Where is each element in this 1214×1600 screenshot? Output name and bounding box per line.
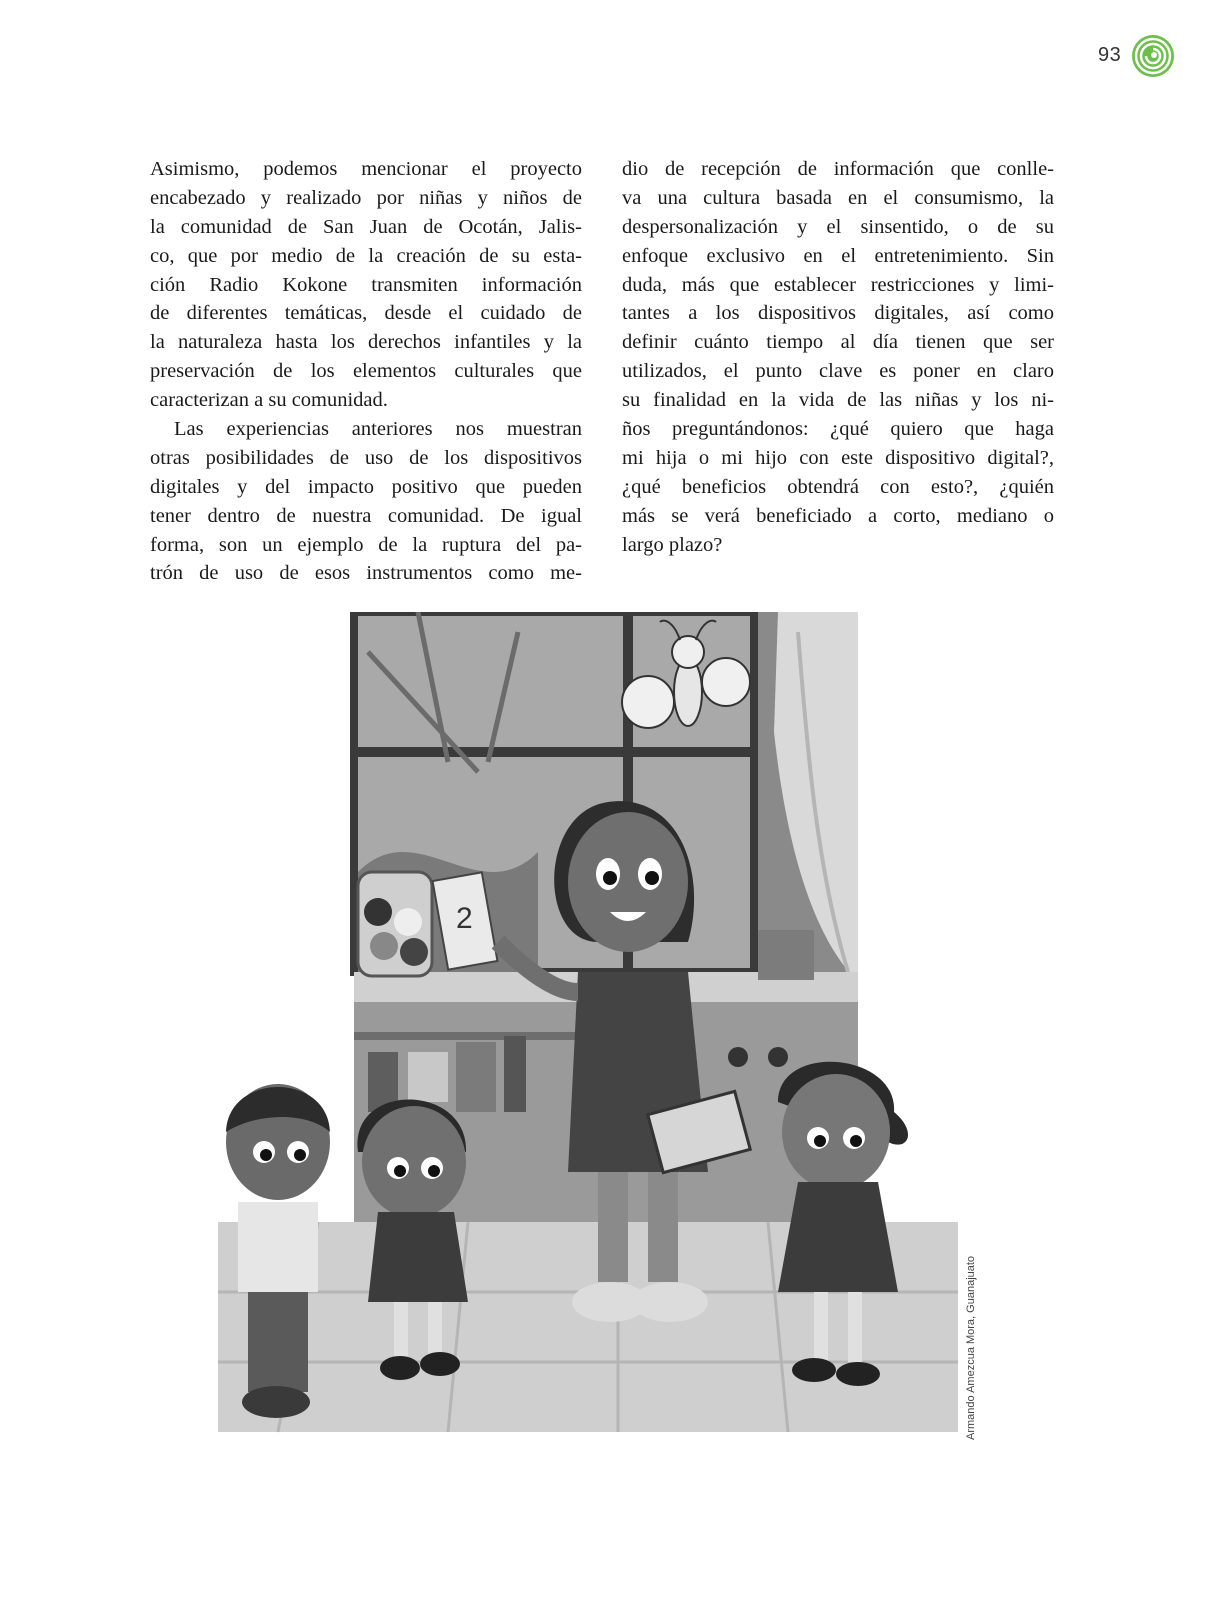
paragraph-line: va una cultura basada en el consumismo, la	[622, 186, 1054, 209]
paragraph-line: definir cuánto tiempo al día tienen que ser	[622, 331, 1054, 354]
paragraph-line: forma, son un ejemplo de la ruptura del pa-	[150, 533, 582, 556]
paragraph-line: duda, más que establecer restricciones y limi-	[622, 273, 1054, 296]
paragraph-line: co, que por medio de la creación de su esta-	[150, 244, 582, 267]
paragraph-line: tantes a los dispositivos digitales, así como	[622, 302, 1054, 325]
paragraph-line: de diferentes temáticas, desde el cuidado de	[150, 302, 582, 325]
paragraph-line: encabezado y realizado por niñas y niños de	[150, 186, 582, 209]
paragraph-line: dio de recepción de información que conlle-	[622, 158, 1054, 180]
paragraph-line: utilizados, el punto clave es poner en claro	[622, 360, 1054, 383]
green-spiral-emblem-icon	[1130, 33, 1176, 79]
paragraph-line: caracterizan a su comunidad.	[150, 389, 388, 412]
classroom-illustration	[218, 612, 978, 1452]
paragraph-line: Las experiencias anteriores nos muestran	[174, 418, 582, 441]
paragraph-line: enfoque exclusivo en el entretenimiento. Sin	[622, 244, 1054, 267]
paragraph-line: la naturaleza hasta los derechos infantiles y la	[150, 331, 582, 354]
paragraph-line: despersonalización y el sinsentido, o de su	[622, 215, 1054, 238]
paragraph-line: ción Radio Kokone transmiten información	[150, 273, 582, 296]
paragraph-line: ¿qué beneficios obtendrá con esto?, ¿quién	[622, 475, 1054, 498]
pencil-cup	[758, 930, 814, 980]
illustration-credit: Armando Amezcua Mora, Guanajuato	[965, 1255, 977, 1440]
right-text-column	[622, 155, 1054, 559]
paragraph-line: trón de uso de esos instrumentos como me-	[150, 562, 582, 585]
paragraph-line: tener dentro de nuestra comunidad. De igual	[150, 504, 582, 527]
paragraph-line: su finalidad en la vida de las niñas y los ni-	[622, 389, 1054, 412]
paragraph-line: ños preguntándonos: ¿qué quiero que haga	[622, 418, 1054, 441]
jar-of-balls	[358, 872, 432, 976]
paragraph-line: largo plazo?	[622, 533, 723, 556]
paragraph-line: otras posibilidades de uso de los dispositivos	[150, 446, 582, 469]
paragraph-line: más se verá beneficiado a corto, mediano o	[622, 504, 1054, 527]
paragraph-line: Asimismo, podemos mencionar el proyecto	[150, 158, 582, 180]
paragraph-line: digitales y del impacto positivo que pueden	[150, 475, 582, 498]
page-number: 93	[1098, 44, 1122, 66]
paragraph-line: mi hija o mi hijo con este dispositivo digital?,	[622, 446, 1054, 469]
left-text-column	[150, 155, 582, 588]
card-number: 2	[456, 902, 473, 935]
paragraph-line: la comunidad de San Juan de Ocotán, Jalis-	[150, 215, 582, 238]
paragraph-line: preservación de los elementos culturales que	[150, 360, 582, 383]
